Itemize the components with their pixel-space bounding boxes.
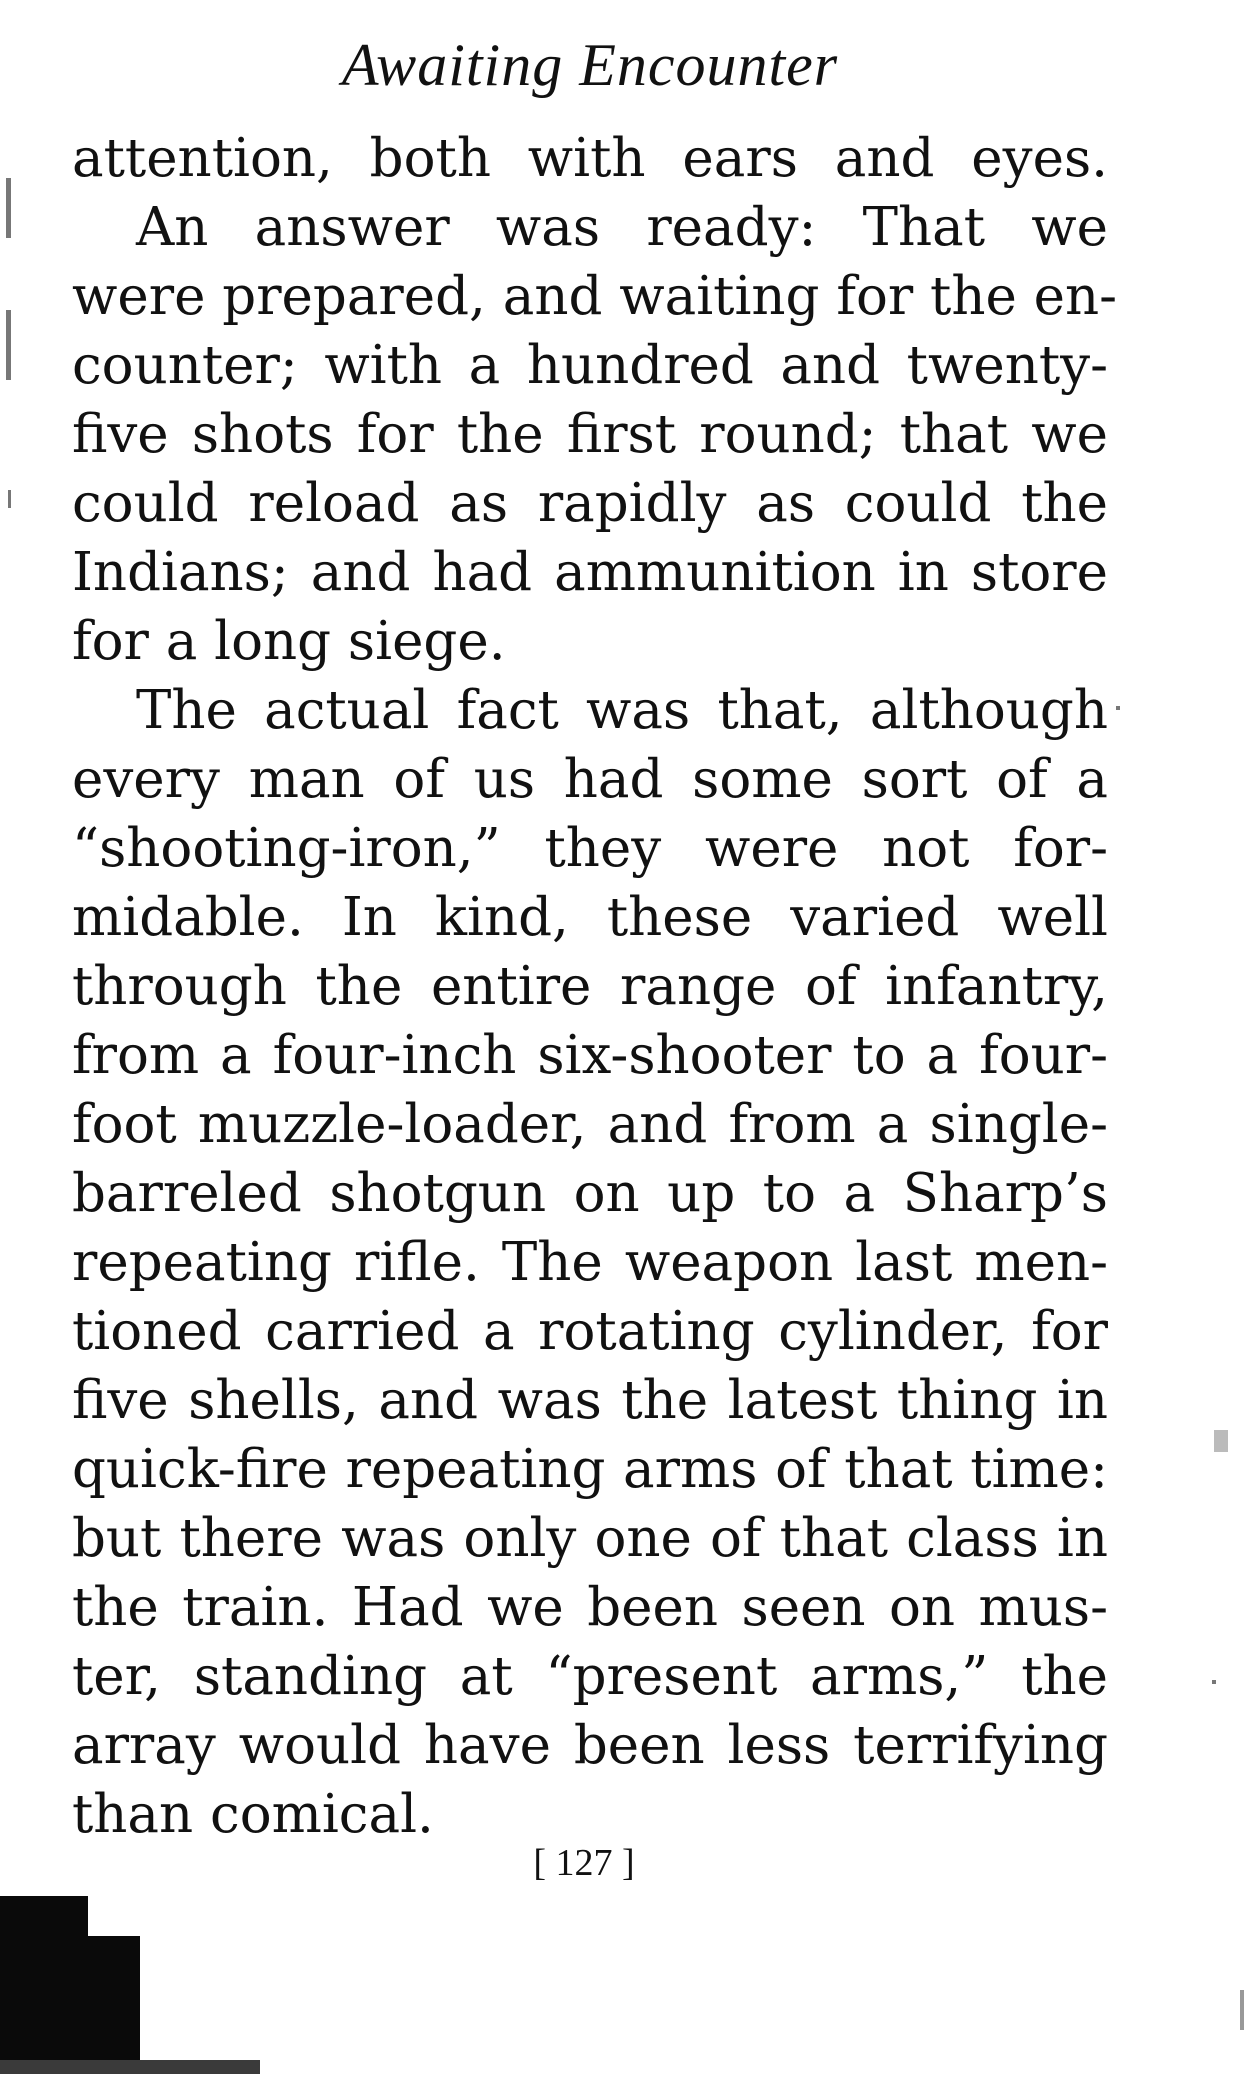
text-line: Indians; and had ammunition in store <box>72 542 1108 603</box>
text-line: but there was only one of that class in <box>72 1508 1108 1569</box>
text-line: attention, both with ears and eyes. <box>72 128 1108 189</box>
text-line: quick-fire repeating arms of that time: <box>72 1439 1108 1500</box>
text-line: The actual fact was that, although <box>136 680 1108 741</box>
body-text <box>72 124 1118 1849</box>
running-head: Awaiting Encounter <box>341 32 839 98</box>
text-line: barreled shotgun on up to a Sharp’s <box>72 1163 1108 1224</box>
scan-speck <box>8 490 11 508</box>
scan-speck <box>6 178 11 238</box>
scan-speck <box>1214 1430 1228 1452</box>
text-line: counter; with a hundred and twenty- <box>72 335 1108 396</box>
page-number: [ 127 ] <box>533 1842 635 1884</box>
text-line: five shells, and was the latest thing in <box>72 1370 1108 1431</box>
scan-speck <box>6 310 11 380</box>
text-line: every man of us had some sort of a <box>72 749 1108 810</box>
text-line: “shooting-iron,” they were not for- <box>72 818 1108 879</box>
text-line: tioned carried a rotating cylinder, for <box>72 1301 1108 1362</box>
text-line: could reload as rapidly as could the <box>72 473 1108 534</box>
text-line: were prepared, and waiting for the en- <box>72 266 1118 327</box>
scan-shadow <box>0 2060 260 2074</box>
text-line: repeating rifle. The weapon last men- <box>72 1232 1108 1293</box>
scan-speck <box>1240 1990 1244 2030</box>
text-line: midable. In kind, these varied well <box>72 887 1108 948</box>
text-line: from a four-inch six-shooter to a four- <box>72 1025 1108 1086</box>
text-line: foot muzzle-loader, and from a single- <box>72 1094 1108 1155</box>
text-line: than comical. <box>72 1784 434 1845</box>
scan-speck <box>1212 1680 1216 1684</box>
text-line: array would have been less terrifying <box>72 1715 1108 1776</box>
scan-speck <box>1116 706 1120 710</box>
text-line: An answer was ready: That we <box>136 197 1108 258</box>
scan-shadow <box>0 1936 140 2074</box>
text-line: the train. Had we been seen on mus- <box>72 1577 1108 1638</box>
text-line: five shots for the first round; that we <box>72 404 1108 465</box>
text-line: through the entire range of infantry, <box>72 956 1108 1017</box>
text-line: ter, standing at “present arms,” the <box>72 1646 1108 1707</box>
text-line: for a long siege. <box>72 611 506 672</box>
